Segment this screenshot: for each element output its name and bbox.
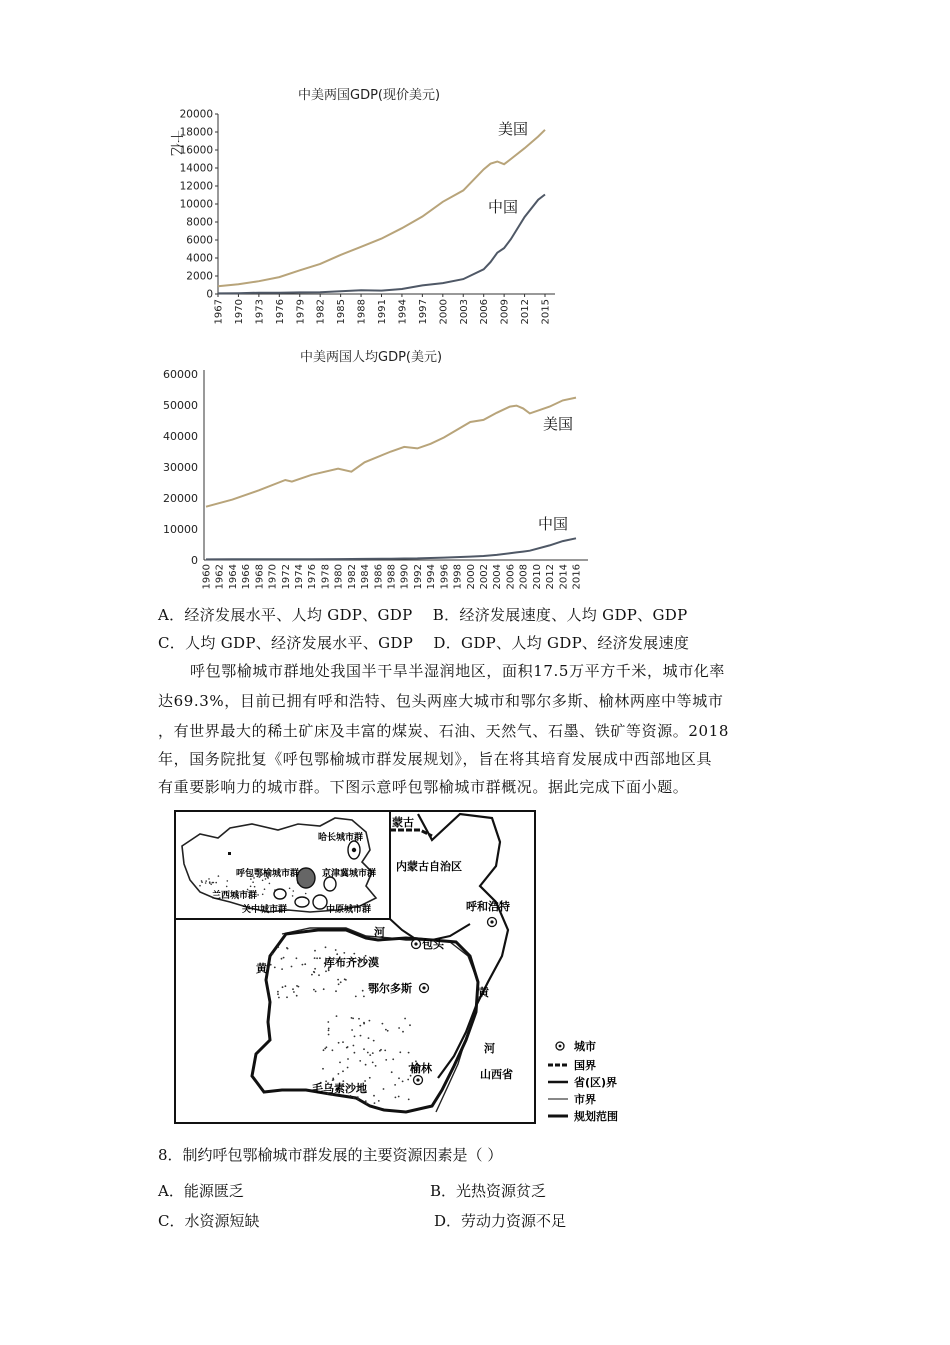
percap-x-tick-label: 1988 xyxy=(386,564,398,590)
desert-dot xyxy=(318,974,320,976)
inset-dot xyxy=(293,890,295,892)
inset-dot xyxy=(226,886,228,888)
gdp-y-tick-label: 12000 xyxy=(179,180,213,193)
gdp-y-tick-label: 20000 xyxy=(179,108,213,121)
desert-dot xyxy=(302,964,304,966)
gdp-y-tick-label: 4000 xyxy=(186,252,213,265)
desert-dot xyxy=(347,1067,349,1069)
q8-stem: 8．制约呼包鄂榆城市群发展的主要资源因素是（ ） xyxy=(158,1146,503,1164)
desert-dot xyxy=(367,1052,369,1054)
desert-dot xyxy=(304,963,306,965)
percap-y-tick-label: 50000 xyxy=(163,399,198,412)
percap-x-tick-label: 2008 xyxy=(518,564,530,590)
desert-dot xyxy=(369,1077,371,1079)
percap-x-tick-label: 1970 xyxy=(267,564,279,590)
desert-dot xyxy=(342,1041,344,1043)
desert-dot xyxy=(394,1084,396,1086)
percap-y-tick-label: 10000 xyxy=(163,523,198,536)
inset-dot xyxy=(212,882,214,884)
inset-dot xyxy=(254,886,256,888)
map-label-hohhot: 呼和浩特 xyxy=(466,900,510,913)
gdp-china-label: 中国 xyxy=(488,198,519,216)
desert-dot xyxy=(373,1040,375,1042)
desert-dot xyxy=(338,1042,340,1044)
desert-dot xyxy=(272,953,274,955)
desert-dot xyxy=(357,1098,359,1100)
gdp-x-tick-label: 2006 xyxy=(479,299,491,325)
inset-label-jingjinji: 京津冀城市群 xyxy=(322,869,377,879)
inset-label-guanzhong: 关中城市群 xyxy=(242,905,288,915)
inset-dot xyxy=(262,894,264,896)
desert-dot xyxy=(347,1046,349,1048)
desert-dot xyxy=(292,988,294,990)
desert-dot xyxy=(368,1037,370,1039)
map-label-mongolia: 蒙古 xyxy=(392,816,414,829)
desert-dot xyxy=(325,970,327,972)
percap-x-tick-label: 1972 xyxy=(280,564,292,590)
desert-dot xyxy=(372,1062,374,1064)
map-label-huang-east: 黄 xyxy=(478,986,489,999)
gdp-y-tick-label: 0 xyxy=(206,288,213,301)
desert-dot xyxy=(296,957,298,959)
region-map xyxy=(170,806,640,1128)
desert-dot xyxy=(375,1065,377,1067)
desert-dot xyxy=(369,1054,371,1056)
gdp-y-tick-label: 14000 xyxy=(179,162,213,175)
desert-dot xyxy=(343,952,345,954)
percap-usa-label: 美国 xyxy=(543,415,574,433)
gdp-x-tick-label: 1985 xyxy=(336,299,348,325)
desert-dot xyxy=(399,1051,401,1053)
percap-y-tick-label: 30000 xyxy=(163,461,198,474)
desert-dot xyxy=(328,1028,330,1030)
desert-dot xyxy=(278,997,280,999)
desert-dot xyxy=(285,985,287,987)
inset-dot xyxy=(264,888,266,890)
desert-dot xyxy=(332,1078,334,1080)
map-label-maowusu: 毛乌素沙地 xyxy=(312,1082,367,1095)
desert-dot xyxy=(409,1024,411,1026)
desert-dot xyxy=(328,1034,330,1036)
gdp-x-tick-label: 1988 xyxy=(356,299,368,325)
desert-dot xyxy=(404,1018,406,1020)
percap-x-tick-label: 1994 xyxy=(426,564,438,590)
inset-dot xyxy=(218,875,220,877)
gdp-x-tick-label: 1982 xyxy=(315,299,327,325)
desert-dot xyxy=(351,1017,353,1019)
desert-dot xyxy=(408,1052,410,1054)
percap-y-tick-label: 20000 xyxy=(163,492,198,505)
desert-dot xyxy=(352,1018,354,1020)
gdp-x-tick-label: 2000 xyxy=(438,299,450,325)
percap-x-tick-label: 1968 xyxy=(254,564,266,590)
map-label-huang: 黄 xyxy=(256,962,267,975)
desert-dot xyxy=(342,1070,344,1072)
inset-dot xyxy=(227,880,229,882)
desert-dot xyxy=(385,1029,387,1031)
percap-y-tick-label: 40000 xyxy=(163,430,198,443)
gdp-chart xyxy=(150,100,590,340)
legend-municipal: 市界 xyxy=(574,1093,596,1106)
inset-dot xyxy=(250,886,252,888)
inset-dot xyxy=(208,878,210,880)
city-marker-hohhot xyxy=(488,918,497,927)
percap-x-tick-label: 1982 xyxy=(346,564,358,590)
percap-series-usa-line xyxy=(206,398,576,507)
map-legend xyxy=(548,1039,618,1123)
passage-line-3: ，有世界最大的稀土矿床及丰富的煤炭、石油、天然气、石墨、铁矿等资源。2018 xyxy=(158,722,729,740)
map-label-kubuqi: 库布齐沙漠 xyxy=(324,956,379,969)
desert-dot xyxy=(365,1100,367,1102)
desert-dot xyxy=(340,981,342,983)
desert-dot xyxy=(358,1018,360,1020)
percap-x-tick-label: 2014 xyxy=(558,564,570,590)
inset-capital-marker xyxy=(228,852,231,855)
inset-dot xyxy=(210,884,212,886)
percap-y-tick-label: 60000 xyxy=(163,368,198,381)
percap-x-tick-label: 2002 xyxy=(479,564,490,590)
desert-dot xyxy=(387,1030,389,1032)
desert-dot xyxy=(327,1021,329,1023)
desert-dot xyxy=(407,1079,409,1081)
desert-dot xyxy=(363,1048,365,1050)
passage-line-4: 年，国务院批复《呼包鄂榆城市群发展规划》，旨在将其培育发展成中西部地区具 xyxy=(158,750,713,768)
desert-dot xyxy=(380,1049,382,1051)
inset-dot xyxy=(209,882,211,884)
legend-national: 国界 xyxy=(574,1059,596,1072)
desert-dot xyxy=(365,1064,367,1066)
percap-x-tick-label: 1964 xyxy=(227,564,239,590)
desert-dot xyxy=(398,1027,400,1029)
gdp-x-tick-label: 1979 xyxy=(295,299,307,325)
desert-dot xyxy=(286,996,288,998)
percap-x-tick-label: 1996 xyxy=(439,564,451,590)
inset-label-lanxi: 兰西城市群 xyxy=(212,891,258,901)
percap-x-tick-label: 2004 xyxy=(492,564,504,590)
gdp-x-tick-label: 2009 xyxy=(499,299,511,325)
desert-dot xyxy=(339,1062,341,1064)
desert-dot xyxy=(392,1058,394,1060)
desert-dot xyxy=(291,966,293,968)
desert-dot xyxy=(363,996,365,998)
inset-dot xyxy=(289,888,291,890)
legend-planning: 规划范围 xyxy=(574,1110,618,1123)
passage-line-5: 有重要影响力的城市群。下图示意呼包鄂榆城市群概况。据此完成下面小题。 xyxy=(158,778,689,796)
inset-label-hachang: 哈长城市群 xyxy=(318,833,364,843)
desert-dot xyxy=(286,947,288,949)
city-marker-ordos xyxy=(420,984,429,993)
desert-dot xyxy=(353,1097,355,1099)
desert-dot xyxy=(359,1060,361,1062)
desert-dot xyxy=(274,967,276,969)
desert-dot xyxy=(325,946,327,948)
inset-dot xyxy=(205,882,207,884)
city-marker-baotou xyxy=(412,940,421,949)
desert-dot xyxy=(351,1029,353,1031)
gdp-y-tick-label: 10000 xyxy=(179,198,213,211)
gdp-x-tick-label: 2003 xyxy=(458,299,470,325)
gdp-x-tick-label: 1970 xyxy=(233,299,245,325)
desert-dot xyxy=(353,1045,355,1047)
percap-x-tick-label: 1962 xyxy=(214,564,226,590)
desert-dot xyxy=(410,1075,412,1077)
desert-dot xyxy=(366,1102,368,1104)
inset-dot xyxy=(269,883,271,885)
desert-dot xyxy=(374,1102,376,1104)
desert-dot xyxy=(359,1025,361,1027)
map-label-baotou: 包头 xyxy=(422,938,444,951)
desert-dot xyxy=(328,1030,330,1032)
inset-hubaoeyu-cluster xyxy=(297,868,315,888)
gdp-y-tick-label: 6000 xyxy=(186,234,213,247)
desert-dot xyxy=(314,950,316,952)
desert-dot xyxy=(362,990,364,992)
q8-option-d: D．劳动力资源不足 xyxy=(434,1212,567,1230)
desert-dot xyxy=(391,1071,393,1073)
percap-x-tick-label: 1986 xyxy=(373,564,385,590)
desert-dot xyxy=(372,1052,374,1054)
desert-dot xyxy=(360,1035,362,1037)
inset-dot xyxy=(305,893,307,895)
city-marker-yulin xyxy=(414,1076,423,1085)
gdp-x-tick-label: 1976 xyxy=(274,299,286,325)
desert-dot xyxy=(384,1050,386,1052)
inset-dot xyxy=(215,882,217,884)
desert-dot xyxy=(322,1068,324,1070)
percap-series-china-line xyxy=(206,538,576,559)
gdp-chart-title: 中美两国GDP(现价美元) xyxy=(298,88,441,103)
map-label-ordos: 鄂尔多斯 xyxy=(368,982,412,995)
gdp-unit-label: 十亿 xyxy=(168,130,183,157)
desert-dot xyxy=(323,988,325,990)
desert-dot xyxy=(296,995,298,997)
desert-dot xyxy=(281,968,283,970)
desert-dot xyxy=(316,957,318,959)
desert-dot xyxy=(338,983,340,985)
desert-dot xyxy=(347,1058,349,1060)
percap-chart xyxy=(150,362,600,594)
percap-x-tick-label: 1990 xyxy=(399,564,411,590)
map-label-inner-mongolia: 内蒙古自治区 xyxy=(396,860,462,873)
inset-dot xyxy=(292,895,294,897)
percap-x-tick-label: 1992 xyxy=(412,564,424,590)
desert-dot xyxy=(335,990,337,992)
desert-dot xyxy=(357,1096,359,1098)
inset-dot xyxy=(262,880,264,882)
desert-dot xyxy=(311,974,313,976)
desert-dot xyxy=(313,971,315,973)
desert-dot xyxy=(378,1100,380,1102)
desert-dot xyxy=(408,1099,410,1101)
percap-x-tick-label: 1998 xyxy=(452,564,464,590)
desert-dot xyxy=(281,958,283,960)
desert-dot xyxy=(296,985,298,987)
desert-dot xyxy=(336,1015,338,1017)
percap-x-tick-label: 2006 xyxy=(505,564,517,590)
gdp-x-tick-label: 1994 xyxy=(397,299,409,325)
gdp-x-tick-label: 2015 xyxy=(540,299,552,325)
desert-dot xyxy=(315,991,317,993)
desert-dot xyxy=(270,964,272,966)
desert-dot xyxy=(314,968,316,970)
gdp-x-tick-label: 1973 xyxy=(254,299,266,325)
desert-dot xyxy=(338,1073,340,1075)
inset-map-frame xyxy=(175,811,390,919)
desert-dot xyxy=(337,979,339,981)
desert-dot xyxy=(383,1088,385,1090)
desert-dot xyxy=(354,1036,356,1038)
percap-x-tick-label: 1980 xyxy=(333,564,345,590)
desert-dot xyxy=(382,1023,384,1025)
desert-dot xyxy=(293,991,295,993)
desert-dot xyxy=(324,1048,326,1050)
desert-dot xyxy=(277,993,279,995)
inset-label-hubaoeyu: 呼包鄂榆城市群 xyxy=(236,869,300,879)
desert-dot xyxy=(385,1059,387,1061)
percap-china-label: 中国 xyxy=(538,515,569,533)
desert-dot xyxy=(277,946,279,948)
desert-dot xyxy=(373,1095,375,1097)
gdp-x-tick-label: 1991 xyxy=(377,299,388,325)
desert-dot xyxy=(313,989,315,991)
percap-x-tick-label: 2010 xyxy=(531,564,543,590)
percap-x-tick-label: 1966 xyxy=(241,564,253,590)
percap-x-tick-label: 1984 xyxy=(360,564,372,590)
percap-y-tick-label: 0 xyxy=(191,554,198,567)
desert-dot xyxy=(328,970,330,972)
desert-dot xyxy=(314,957,316,959)
desert-dot xyxy=(353,953,355,955)
q8-option-b: B．光热资源贫乏 xyxy=(430,1182,547,1200)
desert-dot xyxy=(323,1049,325,1051)
inset-dot xyxy=(201,880,203,882)
inset-dot xyxy=(247,889,249,891)
percap-x-tick-label: 1976 xyxy=(307,564,319,590)
desert-dot xyxy=(282,986,284,988)
percap-x-tick-label: 1974 xyxy=(294,564,305,590)
percap-x-tick-label: 1960 xyxy=(201,564,213,590)
desert-dot xyxy=(277,991,279,993)
desert-dot xyxy=(319,957,321,959)
desert-dot xyxy=(336,953,338,955)
desert-dot xyxy=(354,1052,356,1054)
map-label-he: 河 xyxy=(374,926,385,939)
desert-dot xyxy=(350,1095,352,1097)
desert-dot xyxy=(369,1020,371,1022)
desert-dot xyxy=(344,978,346,980)
map-label-yulin: 榆林 xyxy=(410,1062,432,1075)
passage-line-2: 达69.3%，目前已拥有呼和浩特、包头两座大城市和鄂尔多斯、榆林两座中等城市 xyxy=(158,692,724,710)
legend-province: 省(区)界 xyxy=(574,1076,618,1089)
q8-option-a: A．能源匮乏 xyxy=(158,1182,244,1200)
desert-dot xyxy=(283,957,285,959)
desert-dot xyxy=(398,1096,400,1098)
q7-options-row-2: C．人均 GDP、经济发展水平、GDP D．GDP、人均 GDP、经济发展速度 xyxy=(158,634,690,652)
desert-dot xyxy=(402,1031,404,1033)
desert-dot xyxy=(395,1097,397,1099)
inset-dot xyxy=(199,885,201,887)
map-label-shanxi: 山西省 xyxy=(480,1068,513,1081)
desert-dot xyxy=(398,1077,400,1079)
inset-dot xyxy=(252,881,254,883)
q8-option-c: C．水资源短缺 xyxy=(158,1212,260,1230)
gdp-y-tick-label: 2000 xyxy=(186,270,213,283)
gdp-usa-label: 美国 xyxy=(498,120,529,138)
desert-dot xyxy=(402,1081,404,1083)
gdp-y-tick-label: 18000 xyxy=(179,126,213,139)
desert-dot xyxy=(332,1049,334,1051)
percap-x-tick-label: 2016 xyxy=(571,564,583,590)
gdp-x-tick-label: 1997 xyxy=(417,299,429,325)
inset-dot xyxy=(205,880,207,882)
gdp-x-tick-label: 1967 xyxy=(213,299,225,325)
desert-dot xyxy=(363,1023,365,1025)
desert-dot xyxy=(355,996,357,998)
gdp-y-tick-label: 8000 xyxy=(186,216,213,229)
inset-label-zhongyuan: 中原城市群 xyxy=(326,905,372,915)
passage-line-1: 呼包鄂榆城市群地处我国半干旱半湿润地区，面积17.5万平方千米，城市化率 xyxy=(190,662,726,680)
gdp-x-tick-label: 2012 xyxy=(520,299,532,325)
percap-chart-title: 中美两国人均GDP(美元) xyxy=(300,350,443,365)
desert-dot xyxy=(335,949,337,951)
gdp-y-tick-label: 16000 xyxy=(179,144,213,157)
legend-city: 城市 xyxy=(574,1040,596,1053)
map-label-he-east: 河 xyxy=(484,1042,495,1055)
inset-dot xyxy=(257,894,259,896)
percap-x-tick-label: 2012 xyxy=(545,564,557,590)
q7-options-row-1: A．经济发展水平、人均 GDP、GDP B．经济发展速度、人均 GDP、GDP xyxy=(158,606,688,624)
percap-x-tick-label: 2000 xyxy=(465,564,477,590)
percap-x-tick-label: 1978 xyxy=(320,564,332,590)
